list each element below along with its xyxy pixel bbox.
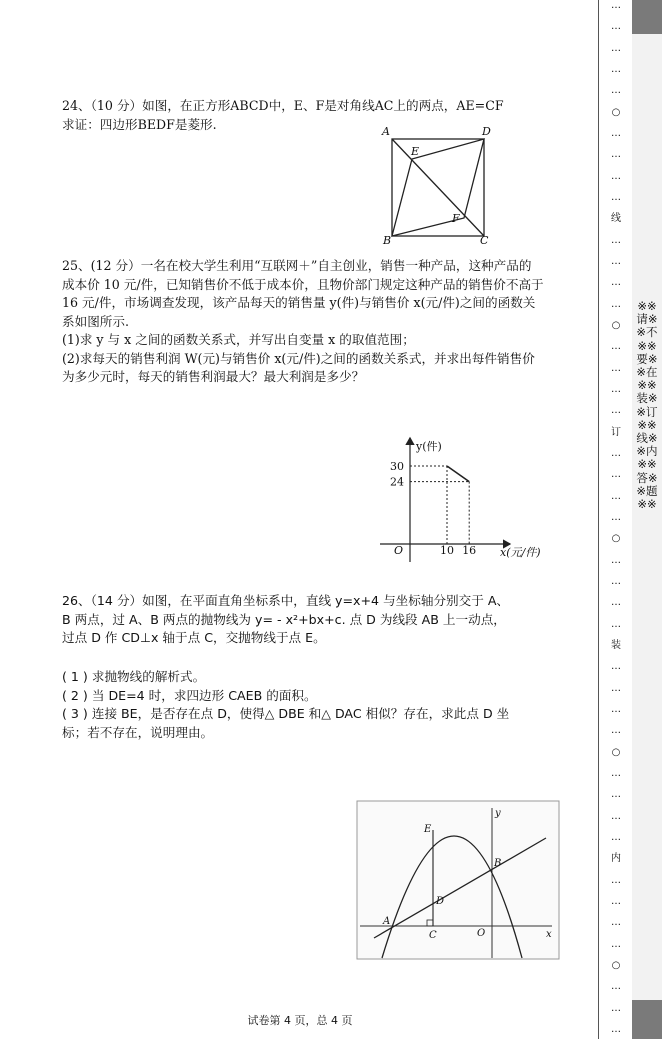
binding-dots: … bbox=[611, 704, 621, 715]
q25-function-graph bbox=[370, 432, 570, 572]
binding-dots: … bbox=[611, 42, 621, 54]
binding-dots: … bbox=[611, 469, 621, 481]
label-a: A bbox=[383, 916, 391, 927]
binding-circle: ○ bbox=[611, 960, 621, 971]
binding-dots: … bbox=[611, 768, 621, 779]
label-c: C bbox=[480, 234, 489, 246]
q24-square-figure bbox=[378, 122, 496, 246]
binding-dots: … bbox=[611, 1002, 621, 1014]
q24-line-2: 求证：四边形BEDF是菱形. bbox=[62, 116, 217, 132]
label-b: B bbox=[383, 234, 392, 246]
binding-dots: … bbox=[611, 682, 621, 694]
q26-part-1: ( 1 ) 求抛物线的解析式。 bbox=[62, 669, 206, 684]
q26-part-3: ( 3 ) 连接 BE，是否存在点 D，使得△ DBE 和△ DAC 相似？存在，求此点 D 坐 bbox=[62, 706, 510, 721]
binding-dots: … bbox=[611, 896, 621, 907]
q25-line-4: 系如图所示. bbox=[62, 313, 129, 329]
y-tick-24: 24 bbox=[390, 475, 404, 489]
q25-line-3: 16 元/件，市场调查发现，该产品每天的销售量 y(件)与销售价 x(元/件)之间的函数关 bbox=[62, 295, 536, 310]
binding-line bbox=[598, 0, 599, 1039]
x-axis-label: x(元/件) bbox=[500, 546, 541, 559]
binding-dots: … bbox=[611, 554, 621, 566]
binding-dots: … bbox=[611, 341, 621, 353]
binding-dots: … bbox=[611, 362, 621, 374]
question-26 bbox=[62, 592, 509, 648]
binding-dots: … bbox=[611, 234, 621, 246]
origin-label: O bbox=[394, 544, 404, 557]
binding-dots: … bbox=[611, 0, 621, 11]
binding-dots: … bbox=[611, 938, 621, 950]
x-tick-16: 16 bbox=[462, 544, 477, 557]
q25-line-1: 25、(12 分）一名在校大学生利用“互联网＋”自主创业，销售一种产品，这种产品的 bbox=[62, 258, 532, 273]
q25-line-6: (2)求每天的销售利润 W(元)与销售价 x(元/件)之间的函数关系式，并求出每件销售价 bbox=[62, 350, 535, 366]
margin-bar-dark-top bbox=[632, 0, 662, 34]
binding-char: 线 bbox=[611, 213, 621, 225]
q26-part-2: ( 2 ) 当 DE=4 时，求四边形 CAEB 的面积。 bbox=[62, 687, 317, 703]
label-c: C bbox=[429, 930, 437, 941]
label-e: E bbox=[411, 145, 420, 158]
binding-dots: … bbox=[611, 405, 621, 417]
binding-dots: … bbox=[611, 192, 621, 203]
binding-circle: ○ bbox=[611, 533, 621, 545]
x-tick-10: 10 bbox=[440, 544, 454, 557]
binding-dots: … bbox=[611, 448, 621, 459]
binding-dots: … bbox=[611, 85, 621, 97]
margin-bar bbox=[632, 0, 662, 1039]
binding-dots: … bbox=[611, 256, 621, 267]
binding-dots: … bbox=[611, 512, 621, 523]
q24-line-1: 24、（10 分）如图，在正方形ABCD中，E、F是对角线AC上的两点，AE=CF bbox=[62, 98, 504, 113]
binding-dots: … bbox=[611, 298, 621, 310]
binding-dots: … bbox=[611, 789, 621, 801]
binding-char: 订 bbox=[611, 426, 621, 438]
binding-dots: … bbox=[611, 832, 621, 843]
q25-line-7: 为多少元时，每天的销售利润最大？最大利润是多少？ bbox=[62, 369, 365, 384]
figure-frame bbox=[357, 801, 559, 959]
y-axis-label: y(件) bbox=[416, 440, 442, 453]
margin-bar-dark-bottom bbox=[632, 1000, 662, 1039]
q25-line-2: 成本价 10 元/件，已知销售价不低于成本价，且物价部门规定这种产品的销售价不高于 bbox=[62, 276, 544, 292]
label-o: O bbox=[477, 928, 486, 939]
label-x: x bbox=[546, 929, 552, 940]
label-a: A bbox=[382, 125, 390, 138]
q26-parabola-figure bbox=[356, 800, 560, 964]
question-25 bbox=[62, 257, 544, 387]
question-26-parts bbox=[62, 668, 509, 742]
binding-marks-column bbox=[604, 0, 628, 1039]
binding-dots: … bbox=[611, 149, 621, 161]
page-footer: 试卷第 4 页，总 4 页 bbox=[247, 1014, 353, 1027]
diagonal-ac bbox=[392, 139, 484, 236]
q26-part-3-cont: 标；若不存在，说明理由。 bbox=[62, 724, 214, 740]
binding-circle: ○ bbox=[611, 746, 621, 758]
binding-char: 装 bbox=[611, 640, 621, 651]
binding-dots: … bbox=[611, 981, 621, 993]
label-y: y bbox=[495, 808, 501, 819]
binding-dots: … bbox=[611, 170, 621, 182]
binding-dots: … bbox=[611, 874, 621, 886]
label-f: F bbox=[452, 212, 460, 225]
binding-dots: … bbox=[611, 618, 621, 630]
label-e: E bbox=[424, 824, 432, 835]
binding-dots: … bbox=[611, 725, 621, 737]
q26-line-3: 过点 D 作 CD⊥x 轴于点 C，交抛物线于点 E。 bbox=[62, 630, 326, 645]
binding-dots: … bbox=[611, 917, 621, 929]
q25-line-5: (1)求 y 与 x 之间的函数关系式，并写出自变量 x 的取值范围； bbox=[62, 332, 415, 347]
binding-dots: … bbox=[611, 597, 621, 609]
binding-circle: ○ bbox=[611, 106, 621, 118]
sales-line-segment bbox=[447, 466, 469, 482]
q26-line-1: 26、（14 分）如图，在平面直角坐标系中，直线 y=x+4 与坐标轴分别交于 A、 bbox=[62, 593, 510, 608]
binding-dots: … bbox=[611, 277, 621, 289]
binding-dots: … bbox=[611, 810, 621, 822]
q26-line-2: B 两点，过 A、B 两点的抛物线为 y= - x²+bx+c. 点 D 为线段 AB 上一动点， bbox=[62, 611, 506, 627]
binding-dots: … bbox=[611, 576, 621, 587]
binding-dots: … bbox=[611, 490, 621, 502]
binding-dots: … bbox=[611, 64, 621, 75]
binding-char: 内 bbox=[611, 853, 621, 865]
binding-dots: … bbox=[611, 384, 621, 395]
binding-dots: … bbox=[611, 21, 621, 33]
no-answer-warning: ※※请※※不※※要※※在※※装※※订※※线※※内※※答※※题※※ bbox=[636, 299, 658, 512]
binding-circle: ○ bbox=[611, 320, 621, 331]
label-b: B bbox=[494, 858, 502, 869]
label-d: D bbox=[436, 896, 445, 907]
binding-dots: … bbox=[611, 128, 621, 139]
binding-dots: … bbox=[611, 1024, 621, 1035]
label-d: D bbox=[482, 125, 491, 138]
y-tick-30: 30 bbox=[390, 460, 404, 473]
binding-dots: … bbox=[611, 661, 621, 673]
